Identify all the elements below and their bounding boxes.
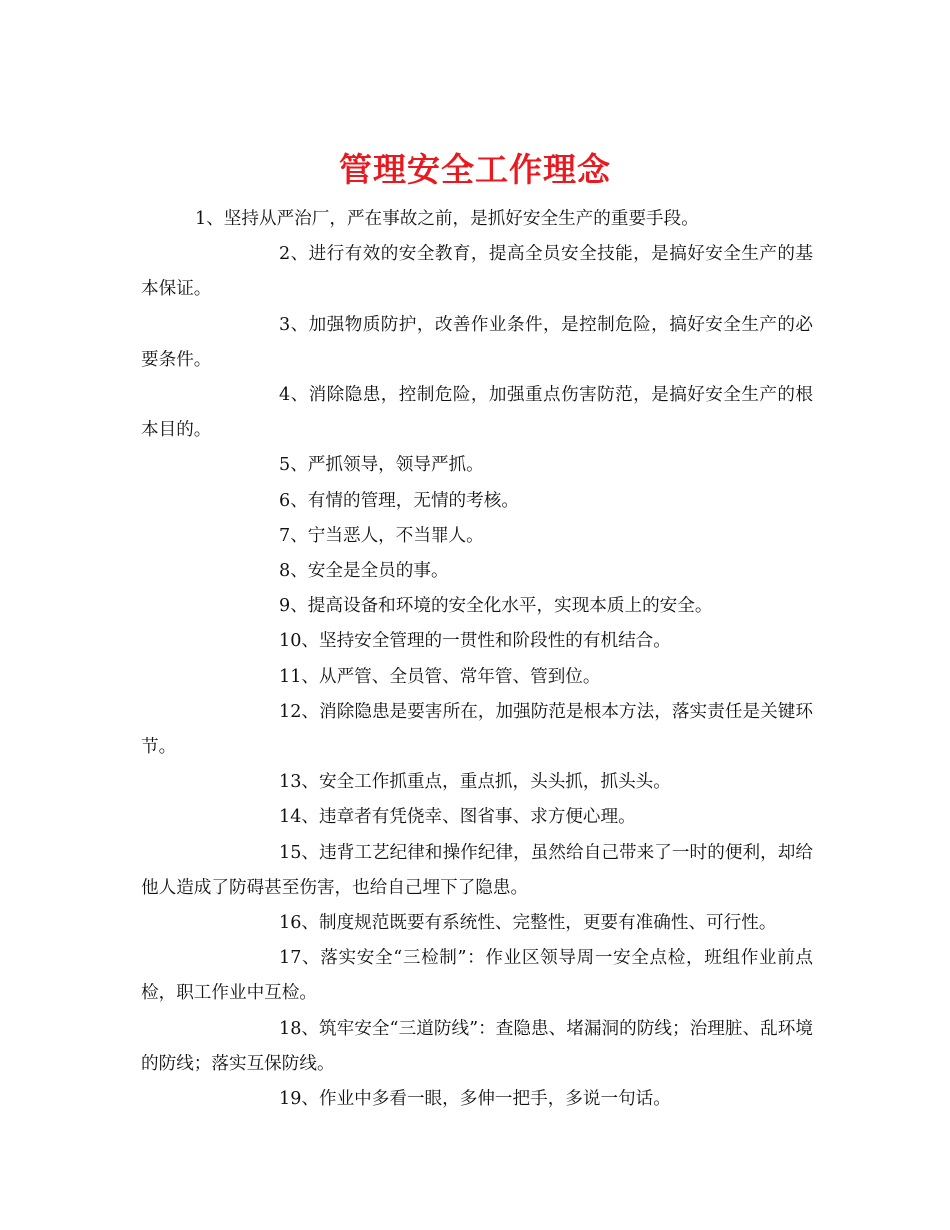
principle-item: 13、安全工作抓重点，重点抓，头头抓，抓头头。 — [279, 772, 671, 793]
principle-item: 18、筑牢安全“三道防线”：查隐患、堵漏洞的防线；治理脏、乱环境的防线；落实互保防线。 — [141, 1018, 813, 1074]
principle-item: 2、进行有效的安全教育，提高全员安全技能，是搞好安全生产的基本保证。 — [141, 244, 813, 300]
principle-item: 3、加强物质防护，改善作业条件，是控制危险，搞好安全生产的必要条件。 — [141, 314, 813, 370]
principle-item: 6、有情的管理，无情的考核。 — [279, 490, 519, 511]
principles-list — [141, 202, 813, 1117]
principle-item: 19、作业中多看一眼，多伸一把手，多说一句话。 — [279, 1089, 671, 1110]
principle-item: 12、消除隐患是要害所在，加强防范是根本方法，落实责任是关键环节。 — [141, 701, 813, 758]
principle-item: 15、违背工艺纪律和操作纪律，虽然给自己带来了一时的便利，却给他人造成了防碍甚至伤害，也给自己埋下了隐患。 — [141, 842, 813, 898]
principle-item: 10、坚持安全管理的一贯性和阶段性的有机结合。 — [279, 631, 671, 652]
principle-item: 17、落实安全“三检制”：作业区领导周一安全点检，班组作业前点检，职工作业中互检。 — [141, 948, 813, 1004]
document-title: 管理安全工作理念 — [339, 150, 611, 190]
principle-item: 5、严抓领导，领导严抓。 — [279, 455, 484, 476]
principle-item: 11、从严管、全员管、常年管、管到位。 — [279, 666, 601, 687]
principle-item: 4、消除隐患，控制危险，加强重点伤害防范，是搞好安全生产的根本目的。 — [141, 385, 813, 441]
principle-item: 14、违章者有凭侥幸、图省事、求方便心理。 — [279, 807, 636, 828]
principle-item: 16、制度规范既要有系统性、完整性，更要有准确性、可行性。 — [279, 913, 777, 934]
principle-item: 8、安全是全员的事。 — [279, 561, 449, 582]
principle-item: 9、提高设备和环境的安全化水平，实现本质上的安全。 — [279, 596, 713, 617]
principle-item: 1、坚持从严治厂，严在事故之前，是抓好安全生产的重要手段。 — [195, 209, 699, 229]
principle-item: 7、宁当恶人，不当罪人。 — [279, 525, 484, 546]
